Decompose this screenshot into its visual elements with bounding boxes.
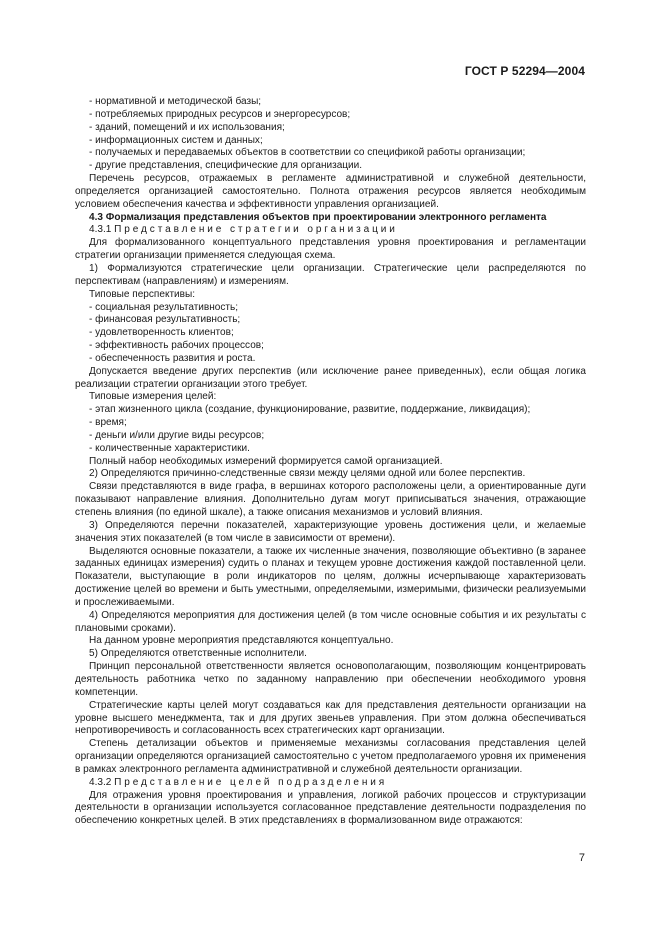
paragraph: Полный набор необходимых измерений формируется самой организацией. [89, 455, 443, 467]
paragraph: Типовые перспективы: [89, 288, 196, 300]
subsection-heading-4-3-2 [75, 777, 586, 790]
paragraph: Для формализованного концептуального представления уровня проектирования и регламентации стратегии организации применяется следующая схема. [75, 237, 586, 262]
list-item: - время; [89, 417, 127, 429]
list-item: - зданий, помещений и их использования; [89, 121, 285, 133]
subsection-heading-4-3-1 [75, 224, 586, 237]
page-number: 7 [578, 852, 585, 864]
subsection-title: Представление целей подразделения [114, 776, 388, 788]
list-item: - социальная результативность; [89, 301, 239, 313]
list-item: - получаемых и передаваемых объектов в соответствии со спецификой работы организации; [89, 147, 526, 159]
list-item: - финансовая результативность; [89, 314, 241, 326]
list-item: - нормативной и методической базы; [89, 96, 262, 107]
subsection-title: Представление стратегии организации [114, 224, 398, 236]
subsection-number: 4.3.2 [89, 776, 112, 788]
list-item: - эффективность рабочих процессов; [89, 340, 264, 352]
list-item: - другие представления, специфические для организации. [89, 160, 363, 172]
paragraph: На данном уровне мероприятия представляются концептуально. [89, 635, 394, 647]
section-heading-4-3: 4.3 Формализация представления объектов при проектировании электронного регламента [89, 211, 547, 223]
document-header: ГОСТ Р 52294—2004 [464, 64, 585, 78]
list-item: - деньги и/или другие виды ресурсов; [89, 429, 265, 441]
list-item: - потребляемых природных ресурсов и энергоресурсов; [89, 108, 351, 120]
paragraph: 1) Формализуются стратегические цели организации. Стратегические цели распределяются по перспективам (направлениям) и измерениям. [75, 262, 586, 287]
paragraph: Стратегические карты целей могут создаваться как для представления деятельности организации на уровне высшего менеджмента, так и для других звеньев управления. При этом должна обеспечиваться непротиворечивость и согласованность всех стратегических карт организации. [75, 699, 586, 737]
list-item: - информационных систем и данных; [89, 134, 263, 146]
paragraph: Типовые измерения целей: [89, 391, 217, 403]
list-item: - обеспеченность развития и роста. [89, 352, 256, 364]
paragraph: 2) Определяются причинно-следственные связи между целями одной или более перспектив. [89, 468, 526, 480]
paragraph: Связи представляются в виде графа, в вершинах которого расположены цели, а ориентированные дуги показывают направление влияния. Дополнительно дугам могут приписываться значения, отражающие степень влияния (по единой шкале), а также описания механизмов и условий влияния. [75, 481, 586, 518]
paragraph: 3) Определяются перечни показателей, характеризующие уровень достижения цели, и желаемые значения этих показателей (в том числе в зависимости от времени). [75, 519, 586, 544]
paragraph: Перечень ресурсов, отражаемых в регламенте административной и служебной деятельности, определяется организацией самостоятельно. Полнота отражения ресурсов является необходимым условием обеспечения качества и эффективности управления организацией. [75, 173, 586, 210]
list-item: - количественные характеристики. [89, 442, 250, 454]
paragraph: Принцип персональной ответственности является основополагающим, позволяющим концентрировать деятельность работника четко по заданному направлению при обеспечении необходимого уровня компетенции. [75, 661, 586, 698]
paragraph: Выделяются основные показатели, а также их численные значения, позволяющие объективно (в заранее заданных единицах измерения) судить о планах и текущем уровне достижения каждой поставленной цели. Показатели, выступающие в роли индикаторов по целям, должны исчерпывающе характеризовать достижение целей во времени и быть уместными, определяемыми, измеримыми, физически реализуемыми и прослеживаемыми. [75, 545, 586, 608]
paragraph: Допускается введение других перспектив (или исключение ранее приведенных), если общая логика реализации стратегии организации этого требует. [75, 365, 586, 390]
paragraph: 5) Определяются ответственные исполнители. [89, 648, 307, 660]
subsection-number: 4.3.1 [89, 224, 112, 236]
paragraph: Для отражения уровня проектирования и управления, логикой рабочих процессов и структуризации деятельности в организации используется согласованное представление деятельности подразделения по обеспечению конкретных целей. В этих представлениях в формализованном виде отражаются: [75, 789, 586, 827]
paragraph: 4) Определяются мероприятия для достижения целей (в том числе основные события и их результаты с плановыми сроками). [75, 609, 586, 634]
paragraph: Степень детализации объектов и применяемые механизмы согласования представления целей организации определяются организацией самостоятельно с учетом предполагаемого уровня их применения в рамках электронного регламента административной и служебной деятельности организации. [75, 738, 586, 775]
list-item: - удовлетворенность клиентов; [89, 327, 234, 339]
document-body [75, 96, 586, 828]
list-item: - этап жизненного цикла (создание, функционирование, развитие, поддержание, ликвидация); [89, 404, 531, 416]
